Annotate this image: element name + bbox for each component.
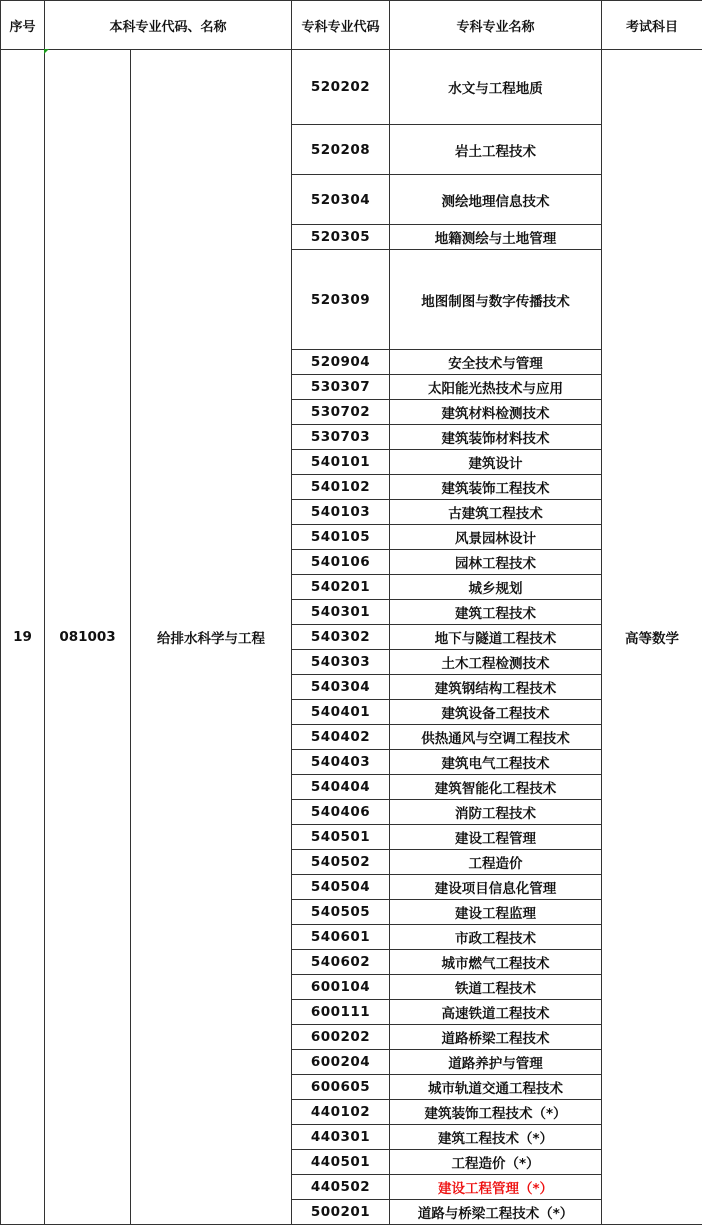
- spec-code: 540406: [292, 800, 390, 825]
- spec-name: 园林工程技术: [390, 550, 602, 575]
- spec-code: 530307: [292, 375, 390, 400]
- header-seq: 序号: [1, 1, 45, 50]
- spec-name: 建设项目信息化管理: [390, 875, 602, 900]
- spec-name: 道路养护与管理: [390, 1050, 602, 1075]
- spec-code: 540303: [292, 650, 390, 675]
- spec-code: 520208: [292, 125, 390, 175]
- spec-code: 540401: [292, 700, 390, 725]
- spec-name: 风景园林设计: [390, 525, 602, 550]
- spec-code: 520305: [292, 225, 390, 250]
- spec-name: 城市燃气工程技术: [390, 950, 602, 975]
- spec-code: 600202: [292, 1025, 390, 1050]
- header-row: [1, 1, 702, 50]
- spec-name: 地籍测绘与土地管理: [390, 225, 602, 250]
- spec-name: 铁道工程技术: [390, 975, 602, 1000]
- header-undergrad: 本科专业代码、名称: [45, 1, 292, 50]
- spec-code: 520304: [292, 175, 390, 225]
- spec-code: 540304: [292, 675, 390, 700]
- spec-name: 建设工程监理: [390, 900, 602, 925]
- spec-name: 建筑设计: [390, 450, 602, 475]
- spec-name: 安全技术与管理: [390, 350, 602, 375]
- spec-code: 540301: [292, 600, 390, 625]
- spec-code: 540302: [292, 625, 390, 650]
- spec-code: 530703: [292, 425, 390, 450]
- spec-name: 建设工程管理: [390, 825, 602, 850]
- spec-code: 440501: [292, 1150, 390, 1175]
- spec-code: 540404: [292, 775, 390, 800]
- spec-name: 地图制图与数字传播技术: [390, 250, 602, 350]
- spec-name: 建筑材料检测技术: [390, 400, 602, 425]
- spec-code: 520904: [292, 350, 390, 375]
- spec-name: 供热通风与空调工程技术: [390, 725, 602, 750]
- spec-name: 建设工程管理（*）: [390, 1175, 602, 1200]
- spec-code: 600605: [292, 1075, 390, 1100]
- group-seq: 19: [1, 50, 45, 1225]
- spec-name: 道路桥梁工程技术: [390, 1025, 602, 1050]
- spec-code: 540601: [292, 925, 390, 950]
- undergrad-name: 给排水科学与工程: [131, 50, 292, 1225]
- spec-code: 540106: [292, 550, 390, 575]
- spec-code: 540501: [292, 825, 390, 850]
- spec-code: 440502: [292, 1175, 390, 1200]
- spec-code: 540403: [292, 750, 390, 775]
- spec-name: 测绘地理信息技术: [390, 175, 602, 225]
- spec-name: 工程造价（*）: [390, 1150, 602, 1175]
- spec-code: 500201: [292, 1200, 390, 1225]
- spec-name: 工程造价: [390, 850, 602, 875]
- table-body: [1, 50, 702, 1225]
- spec-code: 540201: [292, 575, 390, 600]
- table-row: [1, 50, 702, 125]
- spec-name: 岩土工程技术: [390, 125, 602, 175]
- spec-name: 建筑工程技术（*）: [390, 1125, 602, 1150]
- spec-name: 建筑智能化工程技术: [390, 775, 602, 800]
- header-exam: 考试科目: [602, 1, 702, 50]
- spec-name: 城市轨道交通工程技术: [390, 1075, 602, 1100]
- spec-name: 古建筑工程技术: [390, 500, 602, 525]
- header-spec-code: 专科专业代码: [292, 1, 390, 50]
- spec-code: 540502: [292, 850, 390, 875]
- spec-code: 540505: [292, 900, 390, 925]
- spec-code: 600204: [292, 1050, 390, 1075]
- spec-code: 540504: [292, 875, 390, 900]
- spec-name: 土木工程检测技术: [390, 650, 602, 675]
- spec-name: 太阳能光热技术与应用: [390, 375, 602, 400]
- spec-name: 建筑电气工程技术: [390, 750, 602, 775]
- undergrad-code: 081003: [45, 50, 131, 1225]
- spec-name: 水文与工程地质: [390, 50, 602, 125]
- spec-name: 城乡规划: [390, 575, 602, 600]
- spec-name: 道路与桥梁工程技术（*）: [390, 1200, 602, 1225]
- spec-code: 440102: [292, 1100, 390, 1125]
- spec-name: 建筑装饰工程技术（*）: [390, 1100, 602, 1125]
- spec-code: 520309: [292, 250, 390, 350]
- spec-code: 540101: [292, 450, 390, 475]
- spec-code: 440301: [292, 1125, 390, 1150]
- spec-name: 建筑钢结构工程技术: [390, 675, 602, 700]
- exam-subject: 高等数学: [602, 50, 702, 1225]
- header-spec-name: 专科专业名称: [390, 1, 602, 50]
- spec-code: 540402: [292, 725, 390, 750]
- spec-code: 530702: [292, 400, 390, 425]
- spec-name: 市政工程技术: [390, 925, 602, 950]
- cell-corner-marker: [44, 49, 49, 54]
- spec-code: 600104: [292, 975, 390, 1000]
- spec-name: 建筑装饰材料技术: [390, 425, 602, 450]
- spec-code: 540602: [292, 950, 390, 975]
- spec-code: 600111: [292, 1000, 390, 1025]
- spec-name: 消防工程技术: [390, 800, 602, 825]
- spec-code: 520202: [292, 50, 390, 125]
- spec-code: 540103: [292, 500, 390, 525]
- spec-code: 540105: [292, 525, 390, 550]
- spec-code: 540102: [292, 475, 390, 500]
- spec-name: 地下与隧道工程技术: [390, 625, 602, 650]
- spec-name: 建筑装饰工程技术: [390, 475, 602, 500]
- spec-name: 建筑工程技术: [390, 600, 602, 625]
- spec-name: 建筑设备工程技术: [390, 700, 602, 725]
- spec-name: 高速铁道工程技术: [390, 1000, 602, 1025]
